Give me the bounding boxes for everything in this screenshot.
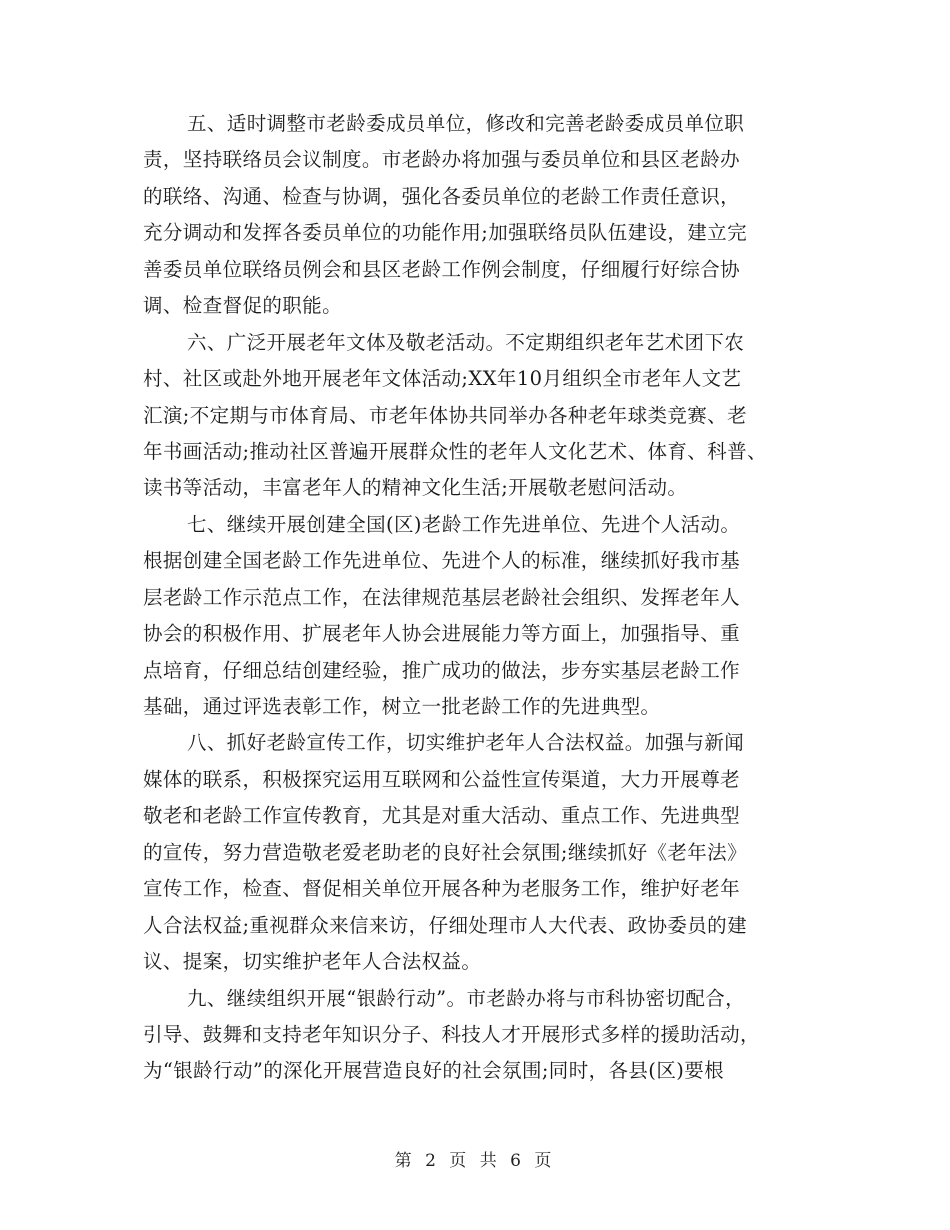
- text-line: 九、继续组织开展“银龄行动”。市老龄办将与市科协密切配合，: [187, 986, 746, 1010]
- paragraph-5: [143, 106, 813, 325]
- text-line: 媒体的联系，积极探究运用互联网和公益性宣传渠道，大力开展尊老: [143, 767, 741, 791]
- text-line: 点培育，仔细总结创建经验，推广成功的做法，步夯实基层老龄工作: [143, 658, 741, 682]
- paragraph-9: [143, 981, 813, 1090]
- text-line: 宣传工作，检查、督促相关单位开展各种为老服务工作，维护好老年: [143, 877, 741, 901]
- text-line: 议、提案，切实维护老年人合法权益。: [143, 950, 482, 974]
- paragraph-6: [143, 325, 813, 507]
- text-line: 七、继续开展创建全国(区)老龄工作先进单位、先进个人活动。: [187, 512, 741, 536]
- text-line: 基础，通过评选表彰工作，树立一批老龄工作的先进典型。: [143, 695, 661, 718]
- text-line: 充分调动和发挥各委员单位的功能作用;加强联络员队伍建设，建立完: [143, 221, 747, 245]
- text-line: 村、社区或赴外地开展老年文体活动;XX年10月组织全市老年人文艺: [143, 367, 742, 391]
- text-line: 责，坚持联络员会议制度。市老龄办将加强与委员单位和县区老龄办: [143, 148, 741, 172]
- text-line: 为“银龄行动”的深化开展营造良好的社会氛围;同时，各县(区)要根: [143, 1059, 725, 1083]
- text-line: 调、检查督促的职能。: [143, 294, 343, 318]
- text-line: 人合法权益;重视群众来信来访，仔细处理市人大代表、政协委员的建: [143, 913, 747, 937]
- text-line: 根据创建全国老龄工作先进单位、先进个人的标准，继续抓好我市基: [143, 549, 741, 573]
- text-line: 八、抓好老龄宣传工作，切实维护老年人合法权益。加强与新闻: [187, 731, 745, 755]
- text-line: 读书等活动，丰富老年人的精神文化生活;开展敬老慰问活动。: [143, 476, 688, 500]
- text-line: 敬老和老龄工作宣传教育，尤其是对重大活动、重点工作、先进典型: [143, 804, 741, 828]
- text-line: 汇演;不定期与市体育局、市老年体协共同举办各种老年球类竞赛、老: [143, 403, 747, 427]
- text-line: 的联络、沟通、检查与协调，强化各委员单位的老龄工作责任意识，: [143, 184, 741, 208]
- text-line: 六、广泛开展老年文体及敬老活动。不定期组织老年艺术团下农: [187, 330, 745, 354]
- paragraph-8: [143, 725, 813, 980]
- text-line: 年书画活动;推动社区普遍开展群众性的老年人文化艺术、体育、科普、: [143, 439, 767, 463]
- text-line: 引导、鼓舞和支持老年知识分子、科技人才开展形式多样的援助活动，: [143, 1022, 760, 1046]
- text-line: 的宣传，努力营造敬老爱老助老的良好社会氛围;继续抓好《老年法》: [143, 840, 747, 864]
- text-line: 层老龄工作示范点工作，在法律规范基层老龄社会组织、发挥老年人: [143, 585, 741, 609]
- text-line: 善委员单位联络员例会和县区老龄工作例会制度，仔细履行好综合协: [143, 257, 741, 281]
- document-body: [143, 106, 813, 1090]
- page-number-footer: 第 2 页 共 6 页: [394, 1151, 556, 1171]
- paragraph-7: [143, 507, 813, 726]
- text-line: 协会的积极作用、扩展老年人协会进展能力等方面上，加强指导、重: [143, 622, 741, 646]
- text-line: 五、适时调整市老龄委成员单位，修改和完善老龄委成员单位职: [187, 112, 745, 135]
